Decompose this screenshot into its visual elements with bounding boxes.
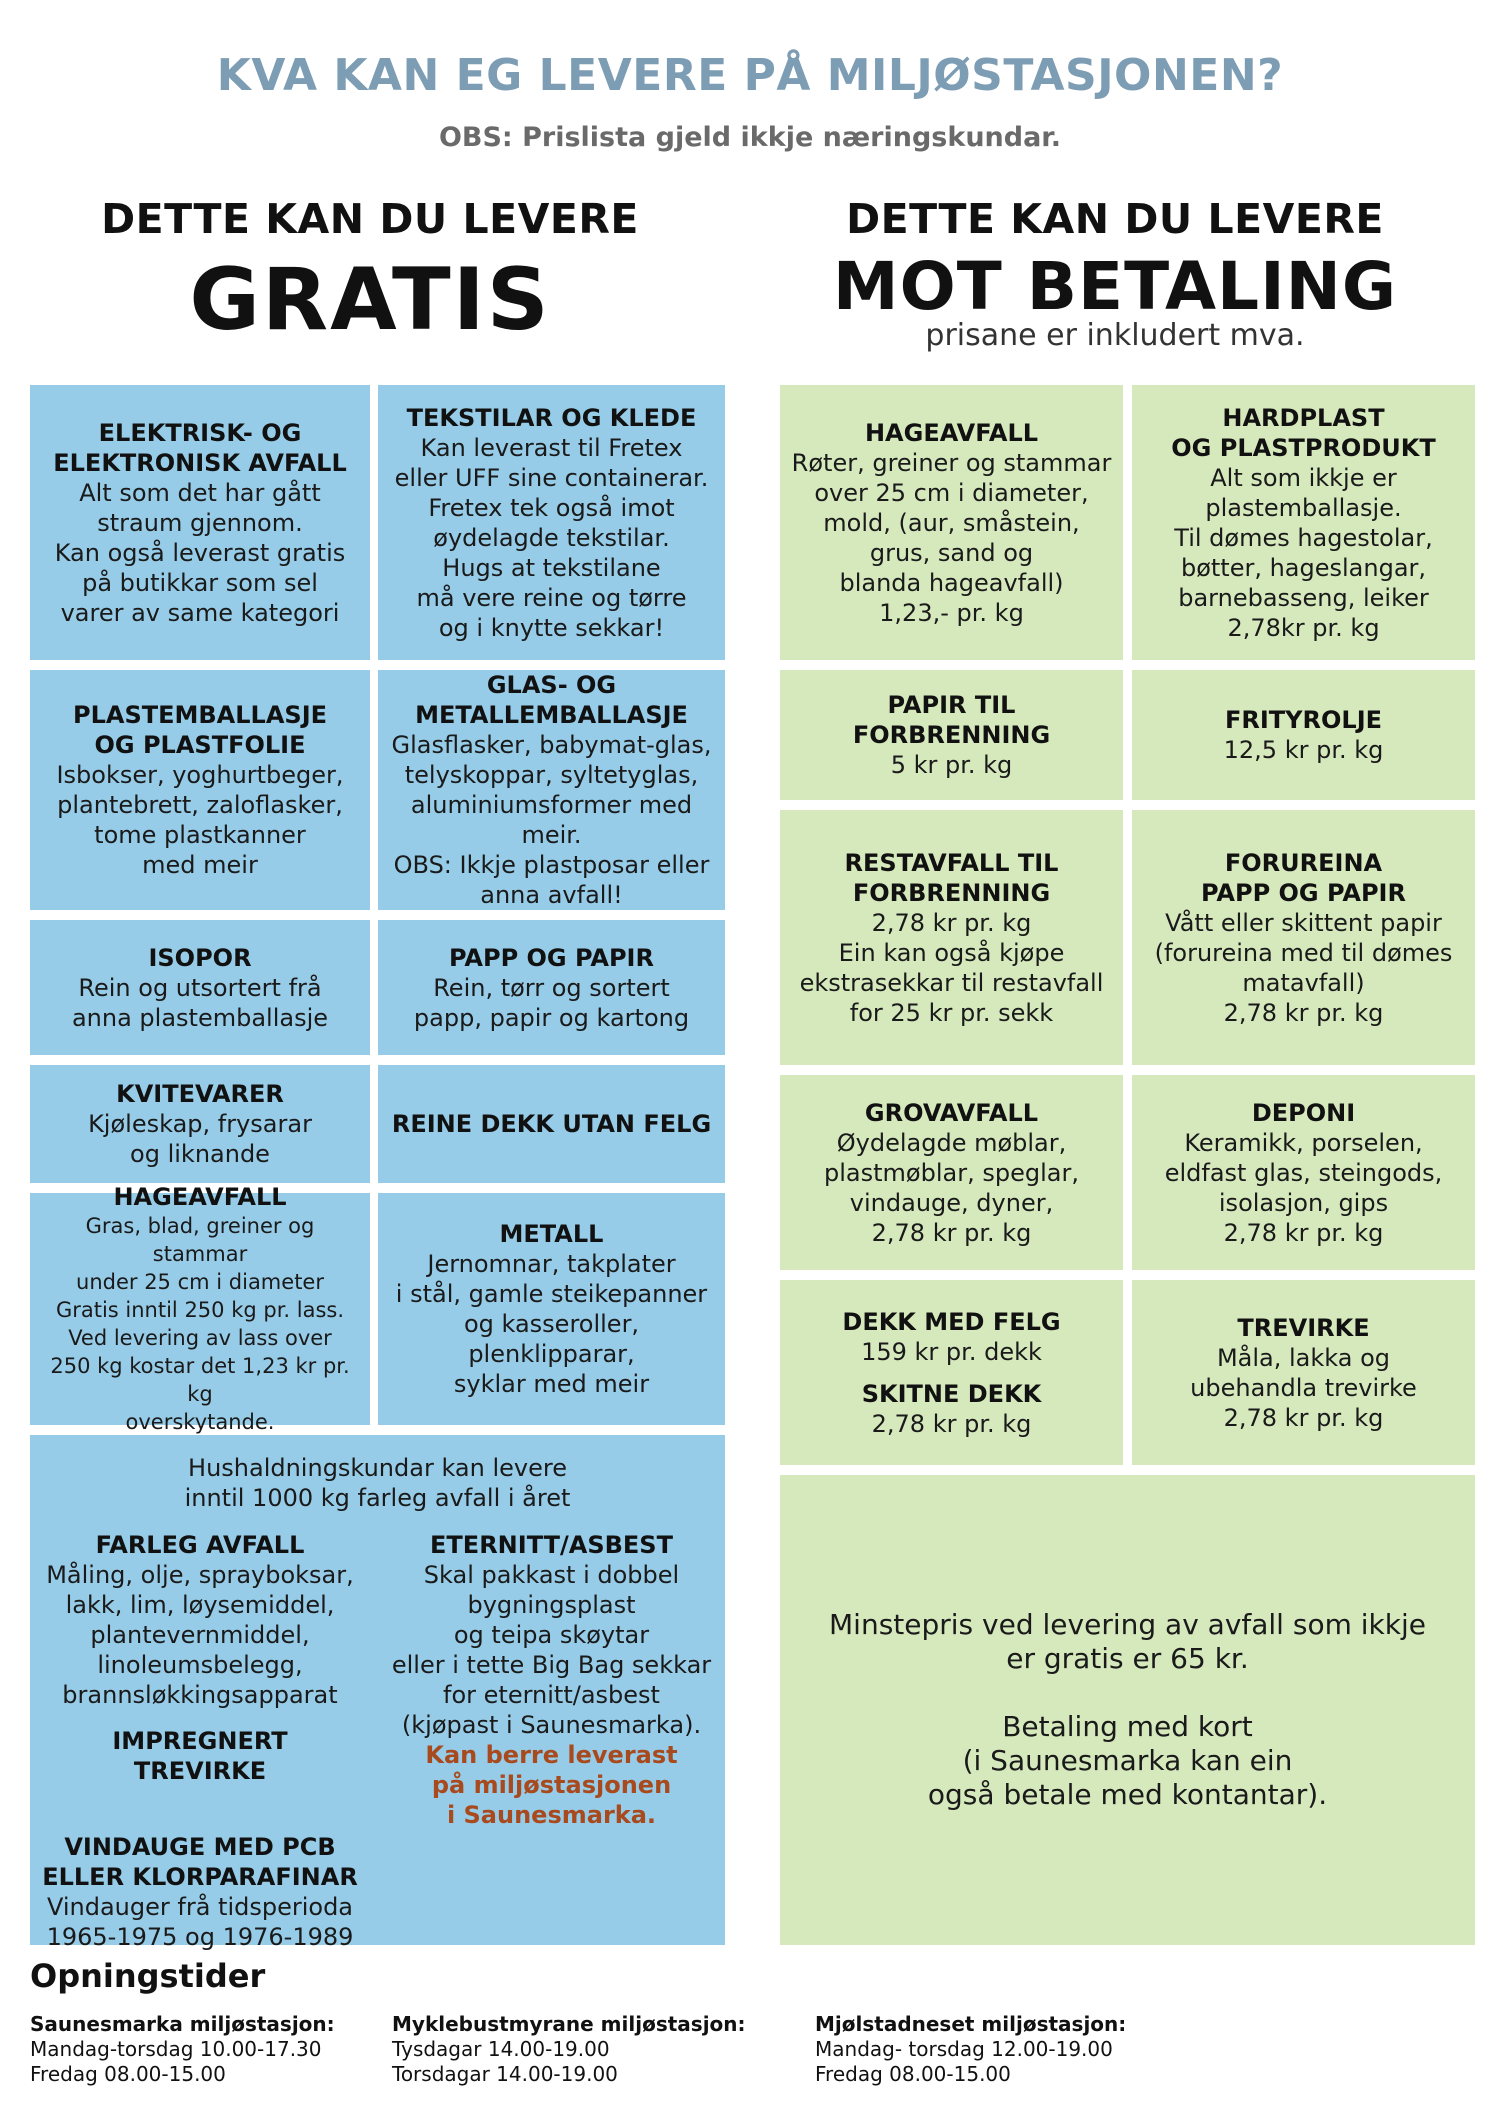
hazard-intro: Hushaldningskundar kan levere inntil 1000 kg farleg avfall i året	[184, 1454, 571, 1512]
box-title: HAGEAVFALL	[864, 418, 1039, 447]
box-text: 2,78 kr pr. kg Ein kan også kjøpe ekstrasekkar til restavfall for 25 kr pr. sekk	[799, 908, 1104, 1027]
box-title: DEPONI	[1251, 1098, 1356, 1127]
hazard-impregnert-title: IMPREGNERT TREVIRKE	[112, 1727, 288, 1785]
location-name: Mjølstadneset miljøstasjon:	[815, 2012, 1127, 2036]
box-title: TREVIRKE	[1237, 1313, 1370, 1342]
paid-box-hard-plastic	[1132, 385, 1475, 660]
box-text: Kjøleskap, frysarar og liknande	[88, 1110, 312, 1168]
hazard-vindauge-text: Vindauger frå tidsperioda 1965-1975 og 1976-1989	[46, 1893, 354, 1951]
box-title: FRITYROLJE	[1224, 706, 1383, 734]
free-heading-big: GRATIS	[189, 250, 551, 350]
paid-box-garden-waste	[780, 385, 1123, 660]
box-text: Keramikk, porselen, eldfast glas, steingods, isolasjon, gips 2,78 kr pr. kg	[1164, 1128, 1443, 1247]
box-text: Rein, tørr og sortert papp, papir og kartong	[413, 973, 690, 1032]
hazard-farleg-text: Måling, olje, sprayboksar, lakk, lim, løysemiddel, plantevernmiddel, linoleumsbelegg, brannsløkkingsapparat	[46, 1561, 354, 1709]
box-title: METALL	[499, 1220, 604, 1248]
box-title: ELEKTRISK- OG ELEKTRONISK AVFALL	[53, 418, 347, 477]
paid-heading-note: prisane er inkludert mva.	[925, 318, 1305, 353]
box-text: Jernomnar, takplater i stål, gamle steikepanner og kasseroller, plenklipparar, syklar med meir	[395, 1250, 708, 1398]
free-box-tyres-without-rim	[378, 1065, 725, 1183]
paid-box-frying-oil	[1132, 670, 1475, 800]
box-text: Alt som det har gått straum gjennom. Kan også leverast gratis på butikkar som sel varer av same kategori	[54, 478, 346, 627]
paid-heading-small: DETTE KAN DU LEVERE	[846, 195, 1384, 243]
box-title: GLAS- OG METALLEMBALLASJE	[415, 671, 688, 729]
hazard-eternitt-note: Kan berre leverast på miljøstasjonen i Saunesmarka.	[425, 1741, 678, 1829]
location-saunesmarka	[30, 2012, 335, 2087]
box-text: 12,5 kr pr. kg	[1223, 736, 1384, 764]
box-text: Gras, blad, greiner og stammar under 25 cm i diameter Gratis inntil 250 kg pr. lass. Ved levering av lass over 250 kg kostar det 1,23 kr pr. kg overskytande.	[50, 1214, 350, 1434]
box-title: PLASTEMBALLASJE OG PLASTFOLIE	[72, 701, 328, 759]
location-hours-1: Mandag- torsdag 12.00-19.00	[815, 2037, 1113, 2061]
free-box-white-goods	[30, 1065, 370, 1183]
free-box-glass-metal-packaging	[378, 670, 725, 910]
paid-box-tyres	[780, 1280, 1123, 1465]
box-text: Øydelagde møblar, plastmøblar, speglar, vindauge, dyner, 2,78 kr pr. kg	[824, 1128, 1079, 1247]
hazard-farleg-title: FARLEG AVFALL	[95, 1531, 305, 1559]
paid-box-contaminated-paper	[1132, 810, 1475, 1065]
box-title: REINE DEKK UTAN FELG	[391, 1110, 712, 1138]
free-box-textiles	[378, 385, 725, 660]
page-title: KVA KAN EG LEVERE PÅ MILJØSTASJONEN?	[216, 50, 1284, 101]
box-title: ISOPOR	[148, 943, 252, 972]
box-title: PAPIR TIL FORBRENNING	[852, 691, 1051, 749]
paid-box-wood	[1132, 1280, 1475, 1465]
box-title: PAPP OG PAPIR	[449, 943, 654, 972]
hazard-eternitt-text: Skal pakkast i dobbel bygningsplast og teipa skøytar eller i tette Big Bag sekkar for eternitt/asbest (kjøpast i Saunesmarka).	[391, 1561, 712, 1739]
page-subtitle: OBS: Prislista gjeld ikkje næringskundar.	[438, 122, 1062, 153]
box-text: Glasflasker, babymat-glas, telyskoppar, syltetyglas, aluminiumsformer med meir. OBS: Ikkje plastposar eller anna avfall!	[391, 731, 712, 909]
box-title: HARDPLAST OG PLASTPRODUKT	[1171, 403, 1436, 462]
paid-box-landfill	[1132, 1075, 1475, 1270]
location-name: Saunesmarka miljøstasjon:	[30, 2012, 335, 2036]
location-hours-2: Torsdagar 14.00-19.00	[392, 2062, 618, 2086]
box-text: Røter, greiner og stammar over 25 cm i diameter, mold, (aur, småstein, grus, sand og blanda hageavfall) 1,23,- pr. kg	[791, 448, 1112, 627]
location-hours-1: Tysdagar 14.00-19.00	[392, 2037, 610, 2061]
box-text: Isbokser, yoghurtbeger, plantebrett, zaloflasker, tome plastkanner med meir	[56, 761, 344, 879]
box-text: Alt som ikkje er plastemballasje. Til dømes hagestolar, bøtter, hageslangar, barnebasseng, leiker 2,78kr pr. kg	[1174, 463, 1433, 642]
paid-heading-big: MOT BETALING	[832, 248, 1398, 325]
box-title: KVITEVARER	[116, 1080, 284, 1108]
paid-box-residual-waste	[780, 810, 1123, 1065]
min-price-text: Minstepris ved levering av avfall som ikkje er gratis er 65 kr.	[829, 1608, 1426, 1675]
box-title: TEKSTILAR OG KLEDE	[406, 403, 697, 432]
box-title: RESTAVFALL TIL FORBRENNING	[844, 848, 1059, 907]
payment-text: Betaling med kort (i Saunesmarka kan ein også betale med kontantar).	[927, 1710, 1328, 1811]
box-text: Måla, lakka og ubehandla trevirke 2,78 kr pr. kg	[1190, 1343, 1417, 1432]
hazard-left-column	[30, 1530, 370, 1952]
paid-box-bulky-waste	[780, 1075, 1123, 1270]
location-hours-1: Mandag-torsdag 10.00-17.30	[30, 2037, 322, 2061]
location-hours-2: Fredag 08.00-15.00	[815, 2062, 1011, 2086]
box-title: DEKK MED FELG	[842, 1307, 1061, 1336]
opening-hours-title: Opningstider	[30, 1957, 266, 1995]
box-title: GROVAVFALL	[864, 1098, 1039, 1127]
location-mjolstadneset	[815, 2012, 1126, 2087]
paid-box-payment-info	[780, 1475, 1475, 1945]
free-box-cardboard	[378, 920, 725, 1055]
location-name: Myklebustmyrane miljøstasjon:	[392, 2012, 746, 2036]
free-box-isopor	[30, 920, 370, 1055]
free-box-plastic-packaging	[30, 670, 370, 910]
free-heading-small: DETTE KAN DU LEVERE	[101, 195, 639, 243]
free-box-metal	[378, 1193, 725, 1425]
paid-box-paper-incineration	[780, 670, 1123, 800]
box-text: 5 kr pr. kg	[890, 751, 1013, 779]
location-myklebustmyrane	[392, 2012, 746, 2087]
box-text: Kan leverast til Fretex eller UFF sine containerar. Fretex tek også imot øydelagde tekstilar. Hugs at tekstilane må vere reine og tørre og i knytte sekkar!	[394, 433, 709, 642]
box-text: Vått eller skittent papir (forureina med til dømes matavfall) 2,78 kr pr. kg	[1154, 908, 1453, 1027]
box-title: FORUREINA PAPP OG PAPIR	[1201, 848, 1406, 907]
free-box-garden-waste	[30, 1183, 370, 1434]
hazard-vindauge-title: VINDAUGE MED PCB ELLER KLORPARAFINAR	[42, 1833, 358, 1891]
free-box-electronic	[30, 385, 370, 660]
box-text: 159 kr pr. dekk	[861, 1337, 1042, 1366]
box-title: HAGEAVFALL	[113, 1183, 287, 1211]
hazard-right-column	[378, 1530, 725, 1830]
box-text-2: 2,78 kr pr. kg	[871, 1409, 1032, 1438]
location-hours-2: Fredag 08.00-15.00	[30, 2062, 226, 2086]
hazard-eternitt-title: ETERNITT/ASBEST	[430, 1531, 673, 1559]
box-text: Rein og utsortert frå anna plastemballasje	[71, 973, 329, 1032]
box-title-2: SKITNE DEKK	[861, 1379, 1042, 1408]
